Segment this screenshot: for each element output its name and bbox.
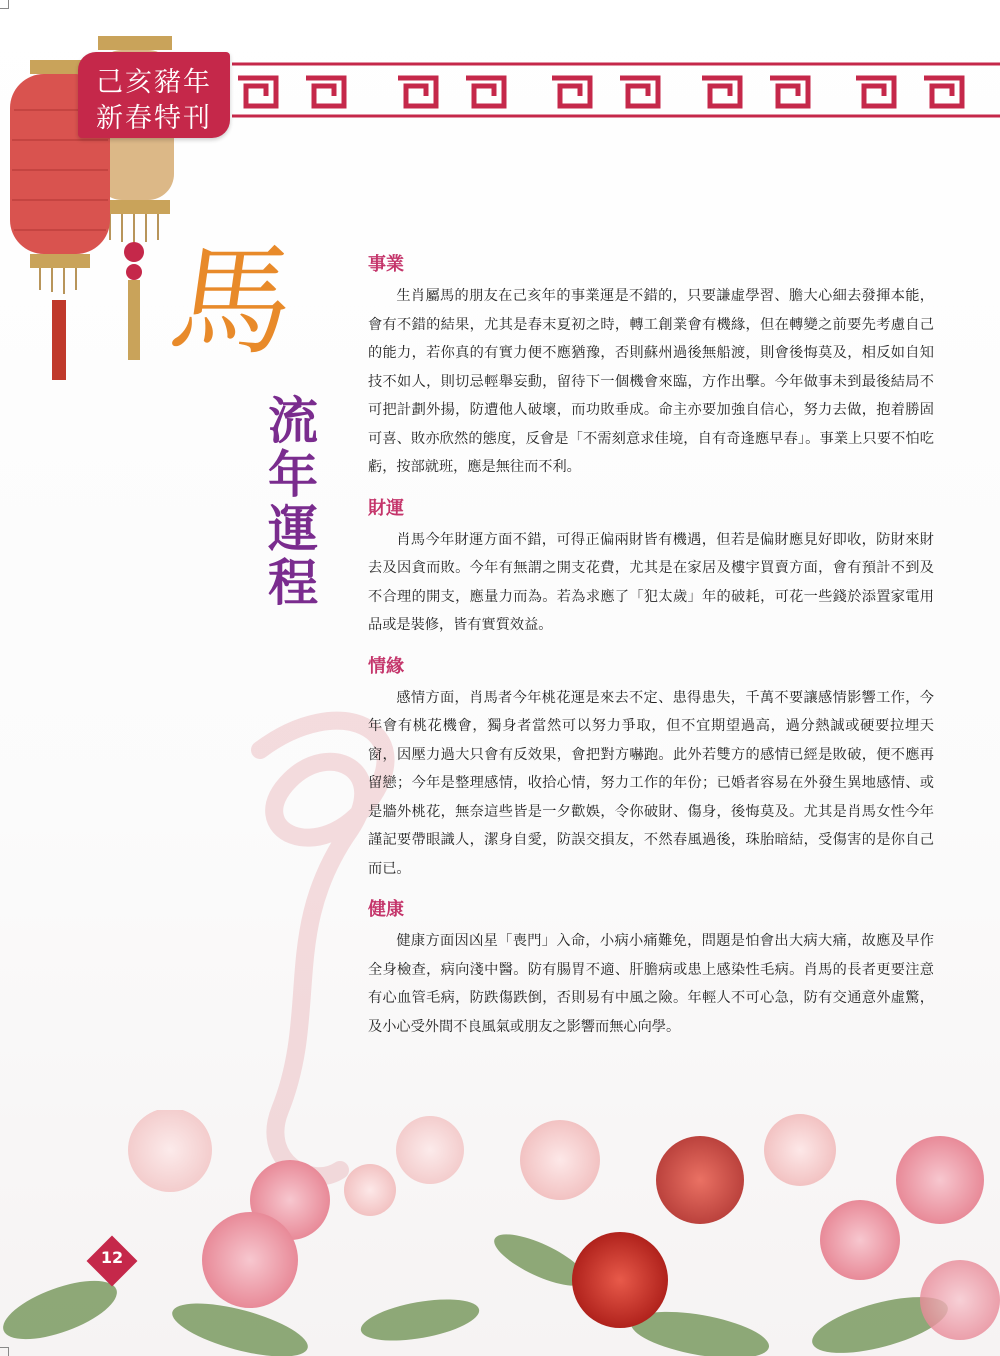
badge-line-1: 己亥豬年 — [96, 67, 212, 98]
page-number: 12 — [100, 1248, 124, 1267]
badge-line-2: 新春特刊 — [96, 103, 212, 134]
section-body: 健康方面因凶星「喪門」入命，小病小痛難免，問題是怕會出大病大痛，故應及早作全身檢查，病向淺中醫。防有腸胃不適、肝膽病或患上感染性毛病。肖馬的長者更要注意有心血管毛病，防跌傷跌倒，否則易有中風之險。年輕人不可心急，防有交通意外虛驚，及小心受外間不良風氣或朋友之影響而無心向學。 — [368, 933, 934, 1035]
issue-badge — [78, 52, 230, 138]
section-wealth — [368, 494, 934, 640]
section-title: 情緣 — [368, 655, 404, 677]
section-romance — [368, 652, 934, 884]
peony-illustration — [0, 1110, 1000, 1356]
vertical-title: 流年運程 — [260, 394, 319, 610]
section-title: 事業 — [368, 254, 404, 275]
section-body: 感情方面，肖馬者今年桃花運是來去不定、患得患失，千萬不要讓感情影響工作，今年會有桃花機會，獨身者當然可以努力爭取，但不宜期望過高，過分熱誠或硬要拉埋天窗，因壓力過大只會有反效果，會把對方嚇跑。此外若雙方的感情已經是敗破，便不應再留戀；今年是整理感情，收拾心情，努力工作的年份；已婚者容易在外發生異地感情、或是牆外桃花，無奈這些皆是一夕歡娛，令你破財、傷身，後悔莫及。尤其是肖馬女性今年謹記要帶眼識人，潔身自愛，防誤交損友，不然春風過後，珠胎暗結，受傷害的是你自己而已。 — [368, 689, 934, 877]
article-content — [368, 250, 934, 1053]
section-title: 健康 — [368, 899, 404, 920]
section-health — [368, 895, 934, 1041]
zodiac-glyph: 馬 — [162, 233, 302, 372]
section-body: 生肖屬馬的朋友在己亥年的事業運是不錯的，只要謙虛學習、膽大心細去發揮本能，會有不錯的結果，尤其是春末夏初之時，轉工創業會有機緣，但在轉變之前要先考慮自己的能力，若你真的有實力便不應猶豫，否則蘇州過後無船渡，則會後悔莫及，相反如自知技不如人，則切忌輕舉妄動，留待下一個機會來臨，方作出擊。今年做事未到最後結局不可把計劃外揚，防遭他人破壞，而功敗垂成。命主亦要加強自信心，努力去做，抱着勝固可喜、敗亦欣然的態度，反會是「不需刻意求佳境，自有奇逢應早春」。事業上只要不怕吃虧，按部就班，應是無往而不利。 — [368, 288, 934, 475]
crop-mark-top-left — [0, 0, 9, 9]
meander-border — [232, 60, 1000, 120]
section-body: 肖馬今年財運方面不錯，可得正偏兩財皆有機遇，但若是偏財應見好即收，防財來財去及因貪而敗。今年有無謂之開支花費，尤其是在家居及樓宇買賣方面，會有預計不到及不合理的開支，應量力而為。若為求應了「犯太歲」年的破耗，可花一些錢於添置家電用品或是裝修，皆有實質效益。 — [368, 531, 934, 633]
section-title: 財運 — [368, 497, 404, 519]
section-career — [368, 250, 934, 482]
